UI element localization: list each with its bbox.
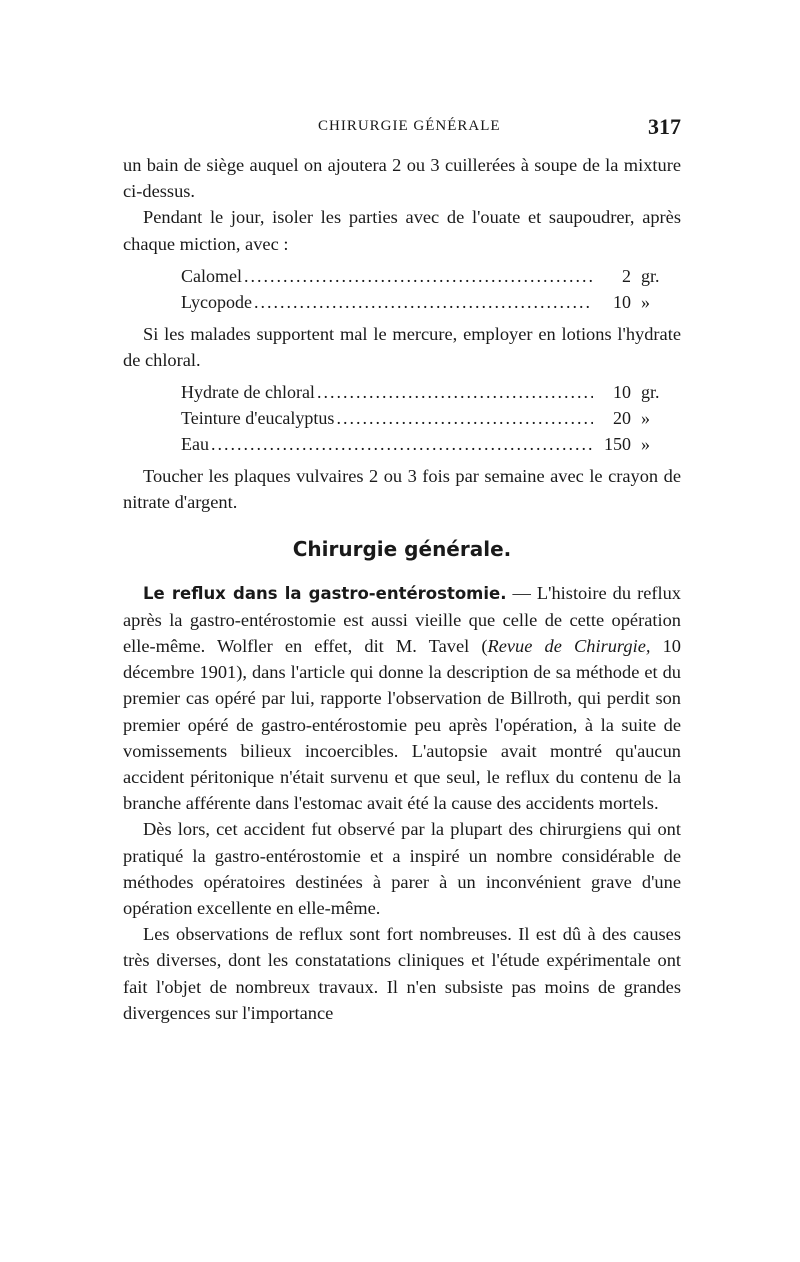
running-title: CHIRURGIE GÉNÉRALE (318, 118, 501, 134)
ingredient-unit: gr. (641, 382, 660, 403)
ingredient-quantity: 10 (613, 291, 631, 312)
ingredient-name: Hydrate de chloral (181, 382, 315, 403)
ingredient-unit: gr. (641, 265, 660, 286)
recipe-row (181, 263, 669, 289)
paragraph: Si les malades supportent mal le mercure, employer en lotions l'hydrate de chloral. (123, 323, 681, 371)
paragraph: Pendant le jour, isoler les parties avec de l'ouate et saupoudrer, après chaque miction, avec : (123, 207, 681, 254)
citation: Revue de Chirurgie, (487, 636, 651, 657)
ingredient-unit: » (641, 291, 650, 312)
article-text: — L'histoire du reflux après la gastro-entérostomie est aussi vieille que celle de cette opération elle-même. Wolfler en effet, dit M. Tavel ( (123, 582, 682, 657)
page-number: 317 (648, 114, 681, 139)
article-text: 10 décembre 1901), dans l'article qui donne la description de sa méthode et du premier cas opéré par lui, rapporte l'observation de Billroth, qui perdit son premier opéré de gastro-entérostomie peu après l'opération, à la suite de vomissements bilieux incoercibles. L'autopsie avait montré qu'aucun accident péritonique n'était survenu et que seul, le reflux du contenu de la branche afférente dans l'estomac avait été la cause des accidents mortels. (123, 636, 681, 814)
recipe-table (181, 379, 669, 457)
leader-dots (336, 405, 593, 431)
recipe-table (181, 263, 669, 315)
ingredient-name: Eau (181, 434, 209, 455)
leader-dots (254, 289, 593, 315)
recipe-row (181, 379, 669, 405)
paragraph: Toucher les plaques vulvaires 2 ou 3 fois par semaine avec le crayon de nitrate d'argent. (123, 466, 681, 513)
recipe-row (181, 405, 669, 431)
leader-dots (317, 379, 593, 405)
article-paragraph (123, 580, 681, 817)
ingredient-name: Calomel (181, 265, 242, 286)
leader-dots (211, 431, 593, 457)
ingredient-unit: » (641, 408, 650, 429)
ingredient-quantity: 10 (613, 382, 631, 403)
recipe-row (181, 431, 669, 457)
article-paragraph: Les observations de reflux sont fort nombreuses. Il est dû à des causes très diverses, dont les constatations cliniques et l'étude expérimentale ont fait l'objet de nombreux travaux. Il n'en subsiste pas moins de grandes divergences sur l'importance (123, 924, 681, 1023)
ingredient-quantity: 20 (613, 408, 631, 429)
running-head (123, 116, 681, 142)
leader-dots (244, 263, 593, 289)
recipe-row (181, 289, 669, 315)
page-content (123, 152, 681, 1026)
ingredient-name: Teinture d'eucalyptus (181, 408, 335, 429)
ingredient-name: Lycopode (181, 291, 252, 312)
paragraph: un bain de siège auquel on ajoutera 2 ou 3 cuillerées à soupe de la mixture ci-dessus. (123, 155, 681, 202)
ingredient-unit: » (641, 434, 650, 455)
ingredient-quantity: 2 (622, 265, 631, 286)
article-paragraph: Dès lors, cet accident fut observé par la plupart des chirurgiens qui ont pratiqué la gastro-entérostomie et a inspiré un nombre considérable de méthodes opératoires destinées à parer à un inconvénient grave d'une opération excellente en elle-même. (123, 819, 681, 919)
section-title: Chirurgie générale. (292, 536, 512, 561)
article-title: Le reflux dans la gastro-entérostomie. (143, 583, 507, 603)
ingredient-quantity: 150 (604, 434, 631, 455)
